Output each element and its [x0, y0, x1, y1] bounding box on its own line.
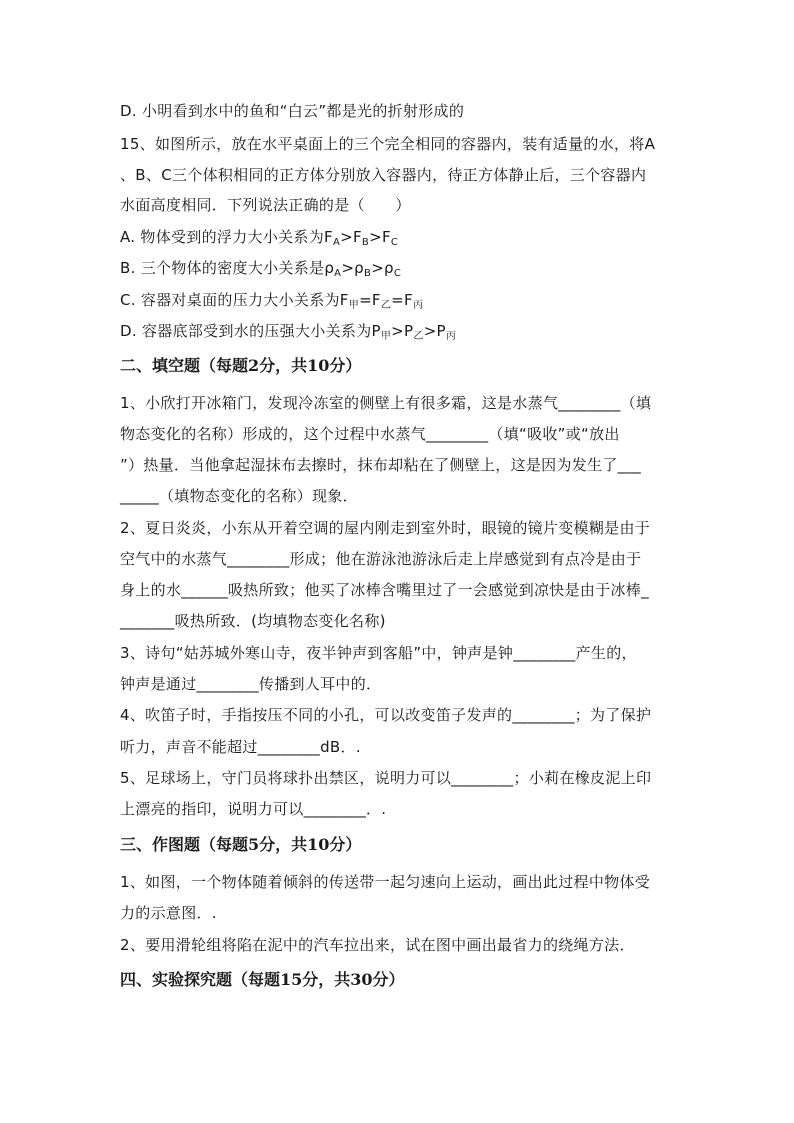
fill-blank-line: 钟声是通过________传播到人耳中的．: [120, 675, 382, 693]
fill-blank-line: 身上的水______吸热所致；他买了冰棒含嘴里过了一会感觉到凉快是由于冰棒_: [120, 581, 649, 599]
drawing-question-line: 力的示意图．.: [120, 904, 217, 922]
fill-blank-line: 空气中的水蒸气________形成；他在游泳池游泳后走上岸感觉到有点冷是由于: [120, 550, 642, 568]
fill-blank-line: 4、吹笛子时，手指按压不同的小孔，可以改变笛子发声的________；为了保护: [120, 706, 652, 724]
fill-blank-line: 听力，声音不能超过________dB．.: [120, 738, 361, 756]
fill-blank-line: 5、足球场上，守门员将球扑出禁区，说明力可以________；小莉在橡皮泥上印: [120, 769, 652, 787]
q15-stem-line-1: 15、如图所示，放在水平桌面上的三个完全相同的容器内，装有适量的水，将A: [120, 135, 656, 153]
q15-stem-line-3: 水面高度相同．下列说法正确的是（ ）: [120, 196, 411, 214]
fill-blank-line: 2、夏日炎炎，小东从开着空调的屋内刚走到室外时，眼镜的镜片变模糊是由于: [120, 519, 651, 537]
fill-blank-line: 1、小欣打开冰箱门，发现冷冻室的侧壁上有很多霜，这是水蒸气________（填: [120, 394, 652, 412]
q15-option-b: B. 三个物体的密度大小关系是$\rho_A>\rho_B>\rho_C$: [120, 259, 402, 279]
q15-stem-line-2: 、B、C三个体积相同的正方体分别放入容器内，待正方体静止后，三个容器内: [120, 166, 647, 184]
fill-blank-line: _____（填物态变化的名称）现象．: [120, 487, 358, 505]
section-3-heading: 三、作图题（每题5分，共10分）: [120, 835, 362, 854]
drawing-question-line: 2、要用滑轮组将陷在泥中的汽车拉出来，试在图中画出最省力的绕绳方法．: [120, 936, 635, 954]
drawing-question-line: 1、如图，一个物体随着倾斜的传送带一起匀速向上运动，画出此过程中物体受: [120, 873, 651, 891]
fill-blank-line: 物态变化的名称）形成的，这个过程中水蒸气________（填“吸收”或“放出: [120, 425, 620, 443]
q14-option-d: D. 小明看到水中的鱼和“白云”都是光的折射形成的: [120, 102, 465, 120]
q15-option-c: C. 容器对桌面的压力大小关系为$F_甲=F_乙=F_丙$: [120, 291, 424, 311]
section-4-heading: 四、实验探究题（每题15分，共30分）: [120, 970, 405, 989]
section-2-heading: 二、填空题（每题2分，共10分）: [120, 356, 362, 375]
q15-option-a: A. 物体受到的浮力大小关系为$F_A>F_B>F_C$: [120, 228, 399, 248]
fill-blank-line: 上漂亮的指印，说明力可以________．.: [120, 800, 387, 818]
fill-blank-line: 3、诗句“姑苏城外寒山寺，夜半钟声到客船”中，钟声是钟________产生的，: [120, 644, 637, 662]
fill-blank-line: ”）热量．当他拿起湿抹布去擦时，抹布却粘在了侧壁上，这是因为发生了___: [120, 456, 642, 474]
q15-option-d: D. 容器底部受到水的压强大小关系为$P_甲>P_乙>P_丙$: [120, 322, 457, 342]
fill-blank-line: _______吸热所致．(均填物态变化名称): [120, 612, 386, 630]
